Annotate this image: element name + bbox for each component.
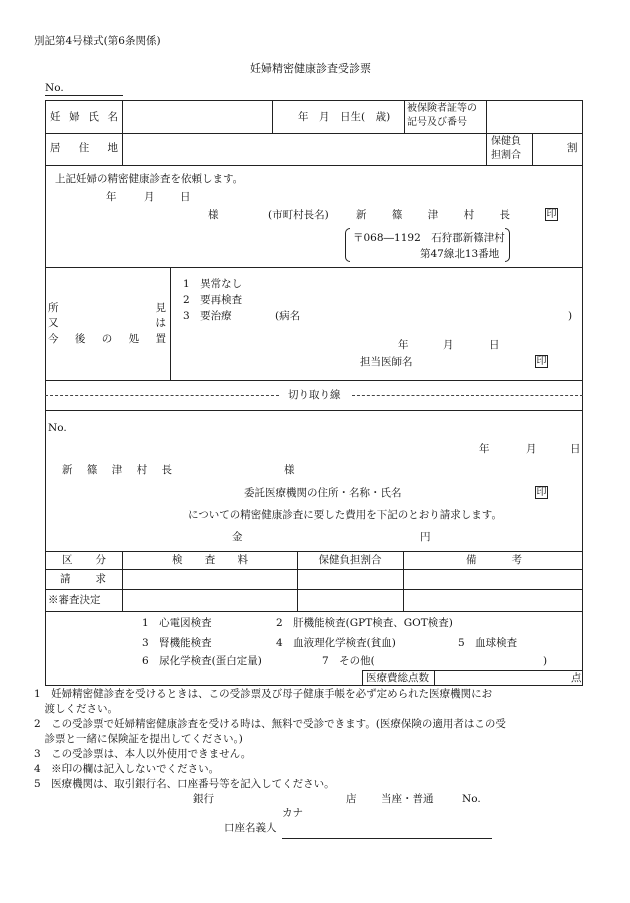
findings-label: 所 見	[48, 302, 166, 314]
amount-unit: 円	[420, 531, 431, 543]
name-label: 妊 婦 氏 名	[50, 111, 118, 123]
account-type-label: 当座・普通	[381, 793, 434, 805]
mayor-postal-address: 〒068―1192 石狩郡新篠津村	[353, 232, 505, 244]
insurance-label: 記号及び番号	[407, 117, 467, 128]
kana-label: カナ	[282, 807, 303, 819]
col-divider	[122, 100, 123, 165]
col-divider	[122, 551, 123, 611]
fee-table-line	[45, 611, 583, 612]
page-title: 妊婦精密健康診査受診票	[250, 62, 371, 75]
claim-number-label: No.	[48, 422, 67, 434]
row-divider	[45, 165, 583, 166]
cut-line-label: 切り取り線	[288, 389, 341, 401]
section-divider	[45, 267, 583, 268]
section-divider	[45, 410, 583, 411]
exam-item-3: 3 腎機能検査	[142, 637, 212, 649]
exam-item-5: 5 血球検査	[458, 637, 518, 649]
doctor-name-label: 担当医師名	[360, 356, 413, 368]
fee-header-exam-fee: 検 査 料	[172, 554, 248, 566]
finding-option-1: 1 異常なし	[183, 278, 243, 290]
points-box-line	[434, 670, 435, 686]
col-divider	[272, 100, 273, 133]
bank-label: 銀行	[193, 793, 214, 805]
form-number-underline	[45, 95, 123, 96]
amount-label: 金	[232, 531, 243, 543]
burden-label: 保健負	[491, 136, 521, 147]
mayor-name: 新 篠 津 村 長	[356, 209, 510, 221]
mayor-street-address: 第47線北13番地	[420, 248, 500, 260]
form-number-label: No.	[45, 82, 64, 94]
request-text: 上記妊婦の精密健康診査を依頼します。	[55, 173, 244, 185]
note-line: 2 この受診票で妊婦精密健康診査を受ける時は、無料で受診できます。(医療保険の適用者はこの受	[34, 718, 506, 730]
findings-month: 月	[443, 339, 454, 351]
exam-item-1: 1 心電図検査	[142, 617, 212, 629]
address-label: 居 住 地	[50, 142, 118, 154]
form-reference: 別記第4号様式(第6条関係)	[34, 35, 161, 47]
points-box-line	[362, 670, 363, 686]
branch-label: 店	[346, 793, 357, 805]
exam-item-2: 2 肝機能検査(GPT検査、GOT検査)	[276, 617, 453, 629]
mayor-note: (市町村長名)	[268, 209, 329, 221]
note-line: 5 医療機関は、取引銀行名、口座番号等を記入してください。	[34, 778, 335, 790]
points-label: 医療費総点数	[366, 672, 429, 684]
note-line: 渡しください。	[34, 703, 118, 715]
finding-option-2: 2 要再検査	[183, 294, 243, 306]
cut-line	[352, 395, 583, 396]
exam-item-6: 6 尿化学検査(蛋白定量)	[142, 655, 262, 667]
col-divider	[486, 100, 487, 165]
fee-header-burden: 保健負担割合	[318, 554, 382, 566]
findings-label: 又 は	[48, 317, 166, 329]
account-number-label: No.	[462, 793, 481, 805]
findings-year: 年	[398, 339, 409, 351]
claim-sama: 様	[284, 464, 295, 476]
col-divider	[404, 100, 405, 133]
findings-day: 日	[489, 339, 500, 351]
claim-statement: についての精密健康診査に要した費用を下記のとおり請求します。	[188, 509, 502, 521]
fee-row-claim: 請 求	[60, 573, 106, 585]
birth-date-label: 年 月 日生( 歳)	[298, 111, 391, 123]
fee-table-line	[45, 569, 583, 570]
note-line: 3 この受診票は、本人以外使用できません。	[34, 748, 252, 760]
seal-stamp-box: 印	[546, 209, 557, 220]
col-divider	[170, 267, 171, 380]
request-month: 月	[144, 191, 155, 203]
burden-label: 担割合	[491, 150, 521, 161]
exam-item-7: 7 その他(	[322, 655, 375, 667]
claim-addressee: 新 篠 津 村 長	[62, 464, 172, 476]
burden-unit: 割	[567, 142, 578, 154]
row-divider	[45, 133, 583, 134]
finding-option-3: 3 要治療	[183, 310, 232, 322]
claim-year: 年	[479, 443, 490, 455]
fee-header-category: 区 分	[62, 554, 106, 566]
exam-item-7-close: )	[543, 655, 548, 667]
claim-day: 日	[570, 443, 581, 455]
cut-line	[45, 395, 279, 396]
request-day: 日	[180, 191, 191, 203]
request-sama: 様	[208, 209, 219, 221]
claim-month: 月	[526, 443, 537, 455]
points-unit: 点	[571, 672, 582, 684]
seal-stamp-box: 印	[536, 356, 547, 367]
institution-label: 委託医療機関の住所・名称・氏名	[244, 487, 402, 499]
fee-table-line	[45, 551, 583, 552]
findings-label: 今 後 の 処 置	[48, 333, 166, 345]
note-line: 4 ※印の欄は記入しないでください。	[34, 763, 220, 775]
section-divider	[45, 380, 583, 381]
fee-table-line	[45, 589, 583, 590]
disease-name-label: (病名	[275, 310, 301, 322]
address-bracket-left	[345, 228, 350, 262]
points-box-line	[362, 670, 583, 671]
note-line: 診票と一緒に保険証を提出してください。)	[34, 733, 243, 745]
disease-close-paren: )	[568, 310, 573, 322]
exam-item-4: 4 血液理化学検査(貧血)	[276, 637, 396, 649]
request-year: 年	[106, 191, 117, 203]
account-holder-underline	[282, 838, 492, 839]
col-divider	[532, 133, 533, 165]
address-bracket-right	[505, 228, 510, 262]
col-divider	[403, 551, 404, 611]
note-line: 1 妊婦精密健診査を受けるときは、この受診票及び母子健康手帳を必ず定められた医療機関にお	[34, 688, 493, 700]
fee-header-remarks: 備 考	[466, 554, 522, 566]
seal-stamp-box: 印	[536, 487, 547, 498]
insurance-label: 被保険者証等の	[407, 103, 477, 114]
account-holder-label: 口座名義人	[224, 822, 277, 834]
fee-row-review: ※審査決定	[48, 594, 101, 606]
